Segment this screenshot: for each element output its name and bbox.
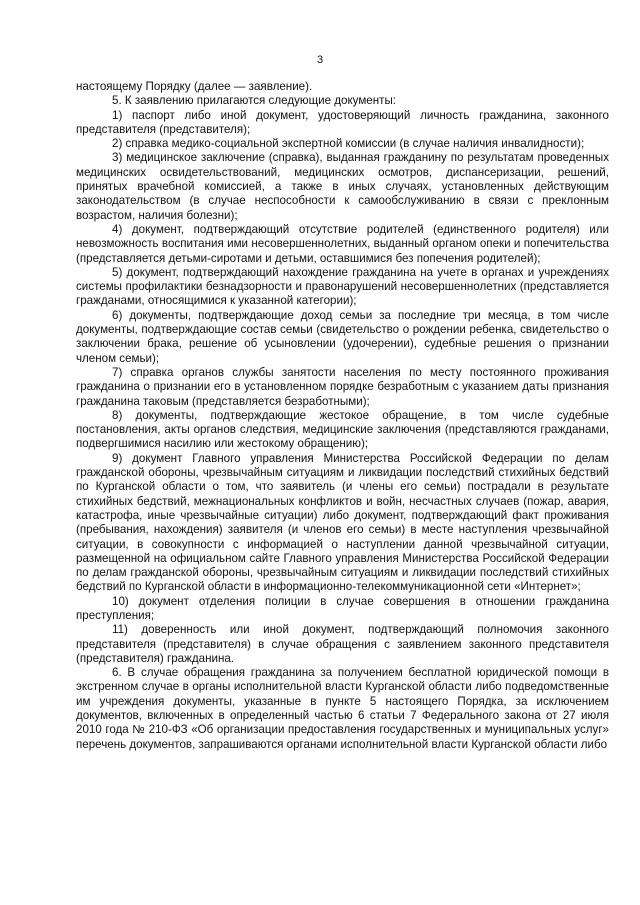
paragraph: 11) доверенность или иной документ, подтверждающий полномочия законного представителя (представителя) в случае обращения с заявлением законного представителя (представителя) гражданина. xyxy=(76,623,609,665)
paragraph: настоящему Порядку (далее — заявление). xyxy=(76,80,313,93)
paragraph: 6. В случае обращения гражданина за получением бесплатной юридической помощи в экстренном случае в органы исполнительной власти Курганской области либо подведомственные им учреждения документы, указанные в пункте 5 настоящего Порядка, за исключением документов, включенных в определенный частью 6 статьи 7 Федерального закона от 27 июля 2010 года № 210-ФЗ «Об организации предоставления государственных и муниципальных услуг» перечень документов, запрашиваются органами исполнительной власти Курганской области либо xyxy=(76,666,609,751)
page-number: 3 xyxy=(316,54,324,66)
paragraph: 6) документы, подтверждающие доход семьи за последние три месяца, в том числе документы, подтверждающие состав семьи (свидетельство о рождении ребенка, свидетельство о заключении брака, решение об усыновлении (удочерении), судебные решения о признании членом семьи); xyxy=(76,308,609,365)
paragraph: 8) документы, подтверждающие жестокое обращение, в том числе судебные постановления, акты органов следствия, медицинские заключения (представляются гражданами, подвергшимися насилию или жестокому обращению); xyxy=(76,408,609,451)
paragraph: 1) паспорт либо иной документ, удостоверяющий личность гражданина, законного представителя (представителя); xyxy=(76,108,609,136)
paragraph: 10) документ отделения полиции в случае совершения в отношении гражданина преступления; xyxy=(76,594,609,622)
paragraph: 2) справка медико-социальной экспертной комиссии (в случае наличия инвалидности); xyxy=(112,137,585,151)
paragraph: 5) документ, подтверждающий нахождение гражданина на учете в органах и учреждениях системы профилактики безнадзорности и правонарушений несовершеннолетних (представляется гражданами, относящимися к указанной категории); xyxy=(76,265,609,308)
paragraph: 4) документ, подтверждающий отсутствие родителей (единственного родителя) или невозможность воспитания ими несовершеннолетних, выданный органом опеки и попечительства (представляется детьми-сиротами и детьми, оставшимися без попечения родителей); xyxy=(76,222,609,265)
document-body xyxy=(76,80,609,752)
paragraph: 7) справка органов службы занятости населения по месту постоянного проживания гражданина о признании его в установленном порядке безработным с указанием даты признания гражданина таковым (представляется безработными); xyxy=(76,365,609,408)
paragraph: 5. К заявлению прилагаются следующие документы: xyxy=(112,94,397,108)
paragraph: 9) документ Главного управления Министерства Российской Федерации по делам гражданской обороны, чрезвычайным ситуациям и ликвидации последствий стихийных бедствий по Курганской области о том, что заявитель (и члены его семьи) пострадали в результате стихийных бедствий, межнациональных конфликтов и войн, несчастных случаев (пожар, авария, катастрофа, иные чрезвычайные ситуации) либо документ, подтверждающий факт проживания (пребывания, нахождения) заявителя (и членов его семьи) в месте наступления чрезвычайной ситуации, в совокупности с информацией о наступлении данной чрезвычайной ситуации, размещенной на официальном сайте Главного управления Министерства Российской Федерации по делам гражданской обороны, чрезвычайным ситуациям и ликвидации последствий стихийных бедствий по Курганской области в информационно-телекоммуникационной сети «Интернет»; xyxy=(76,451,609,594)
paragraph: 3) медицинское заключение (справка), выданная гражданину по результатам проведенных медицинских освидетельствований, медицинских осмотров, диспансеризации, решений, принятых врачебной комиссией, а также в иных случаях, установленных действующим законодательством (в случае неспособности к самообслуживанию в связи с преклонным возрастом, наличия болезни); xyxy=(76,151,609,222)
